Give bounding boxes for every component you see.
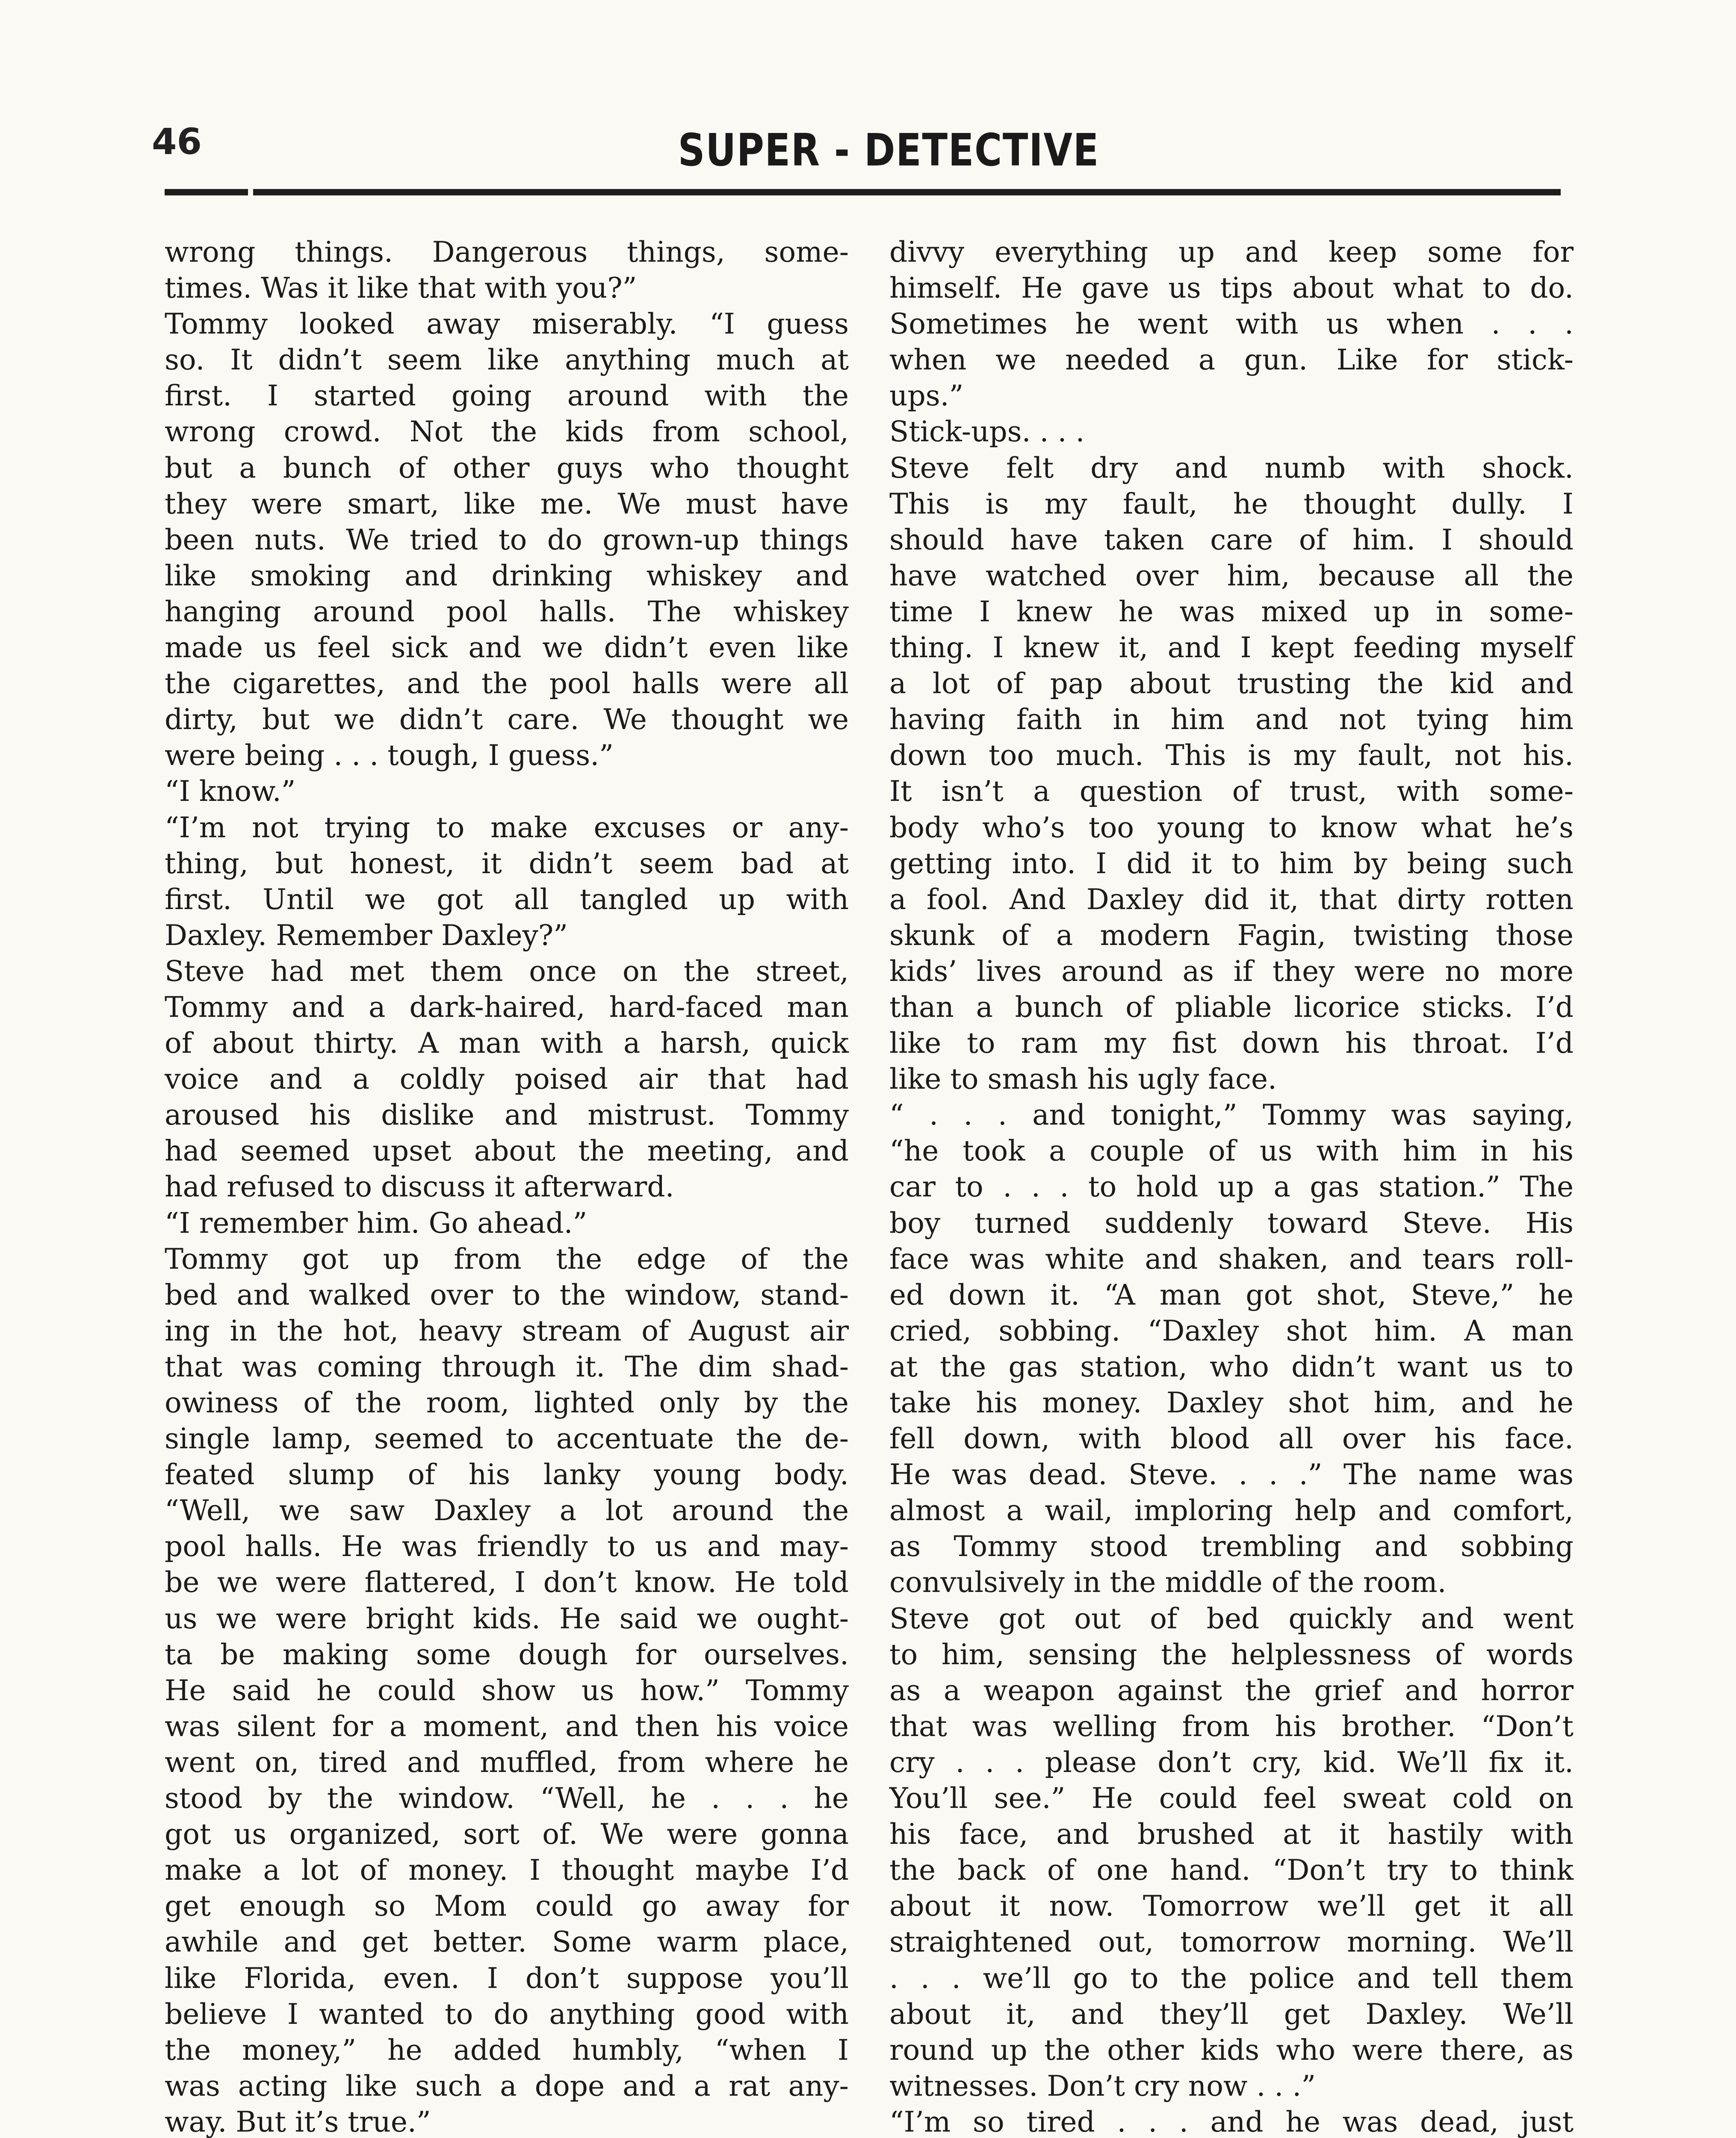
text-line: the money,” he added humbly, “when I — [165, 2033, 849, 2067]
text-line: dirty, but we didn’t care. We thought we — [165, 703, 849, 736]
text-line: hanging around pool halls. The whiskey — [165, 595, 849, 628]
text-line: like to smash his ugly face. — [889, 1063, 1277, 1096]
text-line: that was welling from his brother. “Don’t — [889, 1710, 1574, 1743]
text-line: should have taken care of him. I should — [889, 523, 1574, 556]
text-line: voice and a coldly poised air that had — [165, 1063, 849, 1096]
text-line: cried, sobbing. “Daxley shot him. A man — [889, 1314, 1574, 1347]
text-line: witnesses. Don’t cry now . . .” — [889, 2069, 1316, 2103]
text-line: way. But it’s true.” — [165, 2105, 431, 2138]
text-line: his face, and brushed at it hastily with — [889, 1818, 1574, 1851]
right-text-column — [889, 234, 1574, 2138]
text-line: fell down, with blood all over his face. — [889, 1422, 1574, 1456]
text-line: so. It didn’t seem like anything much at — [165, 343, 849, 377]
text-line: single lamp, seemed to accentuate the de- — [165, 1422, 849, 1456]
text-line: had refused to discuss it afterward. — [165, 1170, 674, 1204]
text-line: were being . . . tough, I guess.” — [165, 739, 614, 772]
text-line: stood by the window. “Well, he . . . he — [165, 1782, 849, 1815]
text-line: believe I wanted to do anything good with — [165, 1997, 849, 2031]
text-line: Tommy looked away miserably. “I guess — [165, 307, 849, 341]
text-line: like to ram my fist down his throat. I’d — [889, 1027, 1574, 1060]
text-line: ta be making some dough for ourselves. — [165, 1638, 849, 1671]
text-line: getting into. I did it to him by being such — [889, 847, 1574, 880]
text-line: wrong things. Dangerous things, some- — [165, 236, 849, 269]
text-line: “I remember him. Go ahead.” — [165, 1206, 588, 1240]
text-line: skunk of a modern Fagin, twisting those — [889, 918, 1574, 952]
text-line: thing. I knew it, and I kept feeding myself — [889, 631, 1574, 664]
text-line: He said he could show us how.” Tommy — [165, 1674, 849, 1707]
text-line: time I knew he was mixed up in some- — [889, 595, 1574, 628]
text-line: take his money. Daxley shot him, and he — [889, 1386, 1574, 1419]
header-rule — [165, 189, 1561, 195]
text-line: was acting like such a dope and a rat any- — [165, 2069, 849, 2103]
text-line: This is my fault, he thought dully. I — [889, 487, 1574, 520]
page-number: 46 — [152, 121, 202, 162]
text-line: Sometimes he went with us when . . . — [889, 307, 1574, 341]
text-line: make a lot of money. I thought maybe I’d — [165, 1854, 849, 1887]
text-line: went on, tired and muffled, from where he — [165, 1745, 849, 1779]
text-line: down too much. This is my fault, not his. — [889, 739, 1574, 772]
text-line: It isn’t a question of trust, with some- — [889, 775, 1574, 808]
text-line: the cigarettes, and the pool halls were all — [165, 667, 849, 700]
text-line: “Well, we saw Daxley a lot around the — [165, 1494, 849, 1527]
text-line: bed and walked over to the window, stand- — [165, 1278, 849, 1311]
text-line: of about thirty. A man with a harsh, quick — [165, 1027, 849, 1060]
text-line: cry . . . please don’t cry, kid. We’ll fix it. — [889, 1745, 1574, 1779]
text-line: convulsively in the middle of the room. — [889, 1566, 1447, 1599]
text-line: was silent for a moment, and then his voice — [165, 1710, 849, 1743]
text-line: pool halls. He was friendly to us and may- — [165, 1530, 849, 1563]
text-line: “ . . . and tonight,” Tommy was saying, — [889, 1099, 1574, 1132]
text-line: You’ll see.” He could feel sweat cold on — [889, 1782, 1574, 1815]
left-text-column — [165, 234, 849, 2138]
text-line: had seemed upset about the meeting, and — [165, 1134, 849, 1168]
text-line: boy turned suddenly toward Steve. His — [889, 1206, 1574, 1240]
text-line: been nuts. We tried to do grown-up things — [165, 523, 849, 556]
text-line: first. I started going around with the — [165, 379, 849, 413]
text-line: like smoking and drinking whiskey and — [165, 559, 849, 592]
text-line: a lot of pap about trusting the kid and — [889, 667, 1574, 700]
text-line: Steve got out of bed quickly and went — [889, 1602, 1574, 1635]
text-line: “he took a couple of us with him in his — [889, 1134, 1574, 1168]
text-line: himself. He gave us tips about what to do. — [889, 272, 1574, 305]
text-line: be we were flattered, I don’t know. He told — [165, 1566, 849, 1599]
text-line: Steve had met them once on the street, — [165, 954, 849, 988]
text-line: feated slump of his lanky young body. — [165, 1458, 849, 1491]
text-line: they were smart, like me. We must have — [165, 487, 849, 520]
text-line: wrong crowd. Not the kids from school, — [165, 415, 849, 449]
text-line: that was coming through it. The dim shad- — [165, 1350, 849, 1383]
text-line: but a bunch of other guys who thought — [165, 451, 849, 484]
text-line: He was dead. Steve. . . .” The name was — [889, 1458, 1574, 1491]
text-line: aroused his dislike and mistrust. Tommy — [165, 1099, 849, 1132]
text-line: than a bunch of pliable licorice sticks. I’d — [889, 990, 1574, 1024]
text-line: kids’ lives around as if they were no more — [889, 954, 1574, 988]
text-line: times. Was it like that with you?” — [165, 272, 637, 305]
text-line: owiness of the room, lighted only by the — [165, 1386, 849, 1419]
text-line: “I’m so tired . . . and he was dead, just — [889, 2105, 1574, 2138]
text-line: Stick-ups. . . . — [889, 415, 1085, 449]
text-line: get enough so Mom could go away for — [165, 1890, 849, 1923]
text-line: about it, and they’ll get Daxley. We’ll — [889, 1997, 1574, 2031]
text-line: awhile and get better. Some warm place, — [165, 1925, 849, 1959]
text-line: Daxley. Remember Daxley?” — [165, 918, 568, 952]
text-line: thing, but honest, it didn’t seem bad at — [165, 847, 849, 880]
text-line: ups.” — [889, 379, 964, 413]
text-line: to him, sensing the helplessness of words — [889, 1638, 1574, 1671]
text-line: like Florida, even. I don’t suppose you’ll — [165, 1961, 849, 1995]
text-line: at the gas station, who didn’t want us to — [889, 1350, 1574, 1383]
text-line: about it now. Tomorrow we’ll get it all — [889, 1890, 1574, 1923]
text-line: divvy everything up and keep some for — [889, 236, 1574, 269]
text-line: made us feel sick and we didn’t even like — [165, 631, 849, 664]
text-line: straightened out, tomorrow morning. We’ll — [889, 1925, 1574, 1959]
text-line: “I’m not trying to make excuses or any- — [165, 811, 849, 844]
text-line: a fool. And Daxley did it, that dirty rotten — [889, 883, 1574, 916]
text-line: ing in the hot, heavy stream of August air — [165, 1314, 849, 1347]
text-line: us we were bright kids. He said we ought- — [165, 1602, 849, 1635]
magazine-title: SUPER - DETECTIVE — [678, 124, 1100, 176]
text-line: round up the other kids who were there, as — [889, 2033, 1574, 2067]
text-line: the back of one hand. “Don’t try to think — [889, 1854, 1574, 1887]
text-line: face was white and shaken, and tears roll- — [889, 1242, 1574, 1276]
text-line: have watched over him, because all the — [889, 559, 1574, 592]
text-line: car to . . . to hold up a gas station.” The — [889, 1170, 1574, 1204]
text-line: Tommy got up from the edge of the — [165, 1242, 849, 1276]
text-line: . . . we’ll go to the police and tell them — [889, 1961, 1574, 1995]
text-line: “I know.” — [165, 775, 296, 808]
text-line: as Tommy stood trembling and sobbing — [889, 1530, 1574, 1563]
text-line: as a weapon against the grief and horror — [889, 1674, 1574, 1707]
header-rule-gap — [248, 189, 253, 195]
text-line: body who’s too young to know what he’s — [889, 811, 1574, 844]
text-line: when we needed a gun. Like for stick- — [889, 343, 1574, 377]
text-line: Tommy and a dark-haired, hard-faced man — [165, 990, 849, 1024]
text-line: almost a wail, imploring help and comfort, — [889, 1494, 1574, 1527]
text-line: ed down it. “A man got shot, Steve,” he — [889, 1278, 1574, 1311]
text-line: got us organized, sort of. We were gonna — [165, 1818, 849, 1851]
text-line: Steve felt dry and numb with shock. — [889, 451, 1574, 484]
text-line: having faith in him and not tying him — [889, 703, 1574, 736]
text-line: first. Until we got all tangled up with — [165, 883, 849, 916]
